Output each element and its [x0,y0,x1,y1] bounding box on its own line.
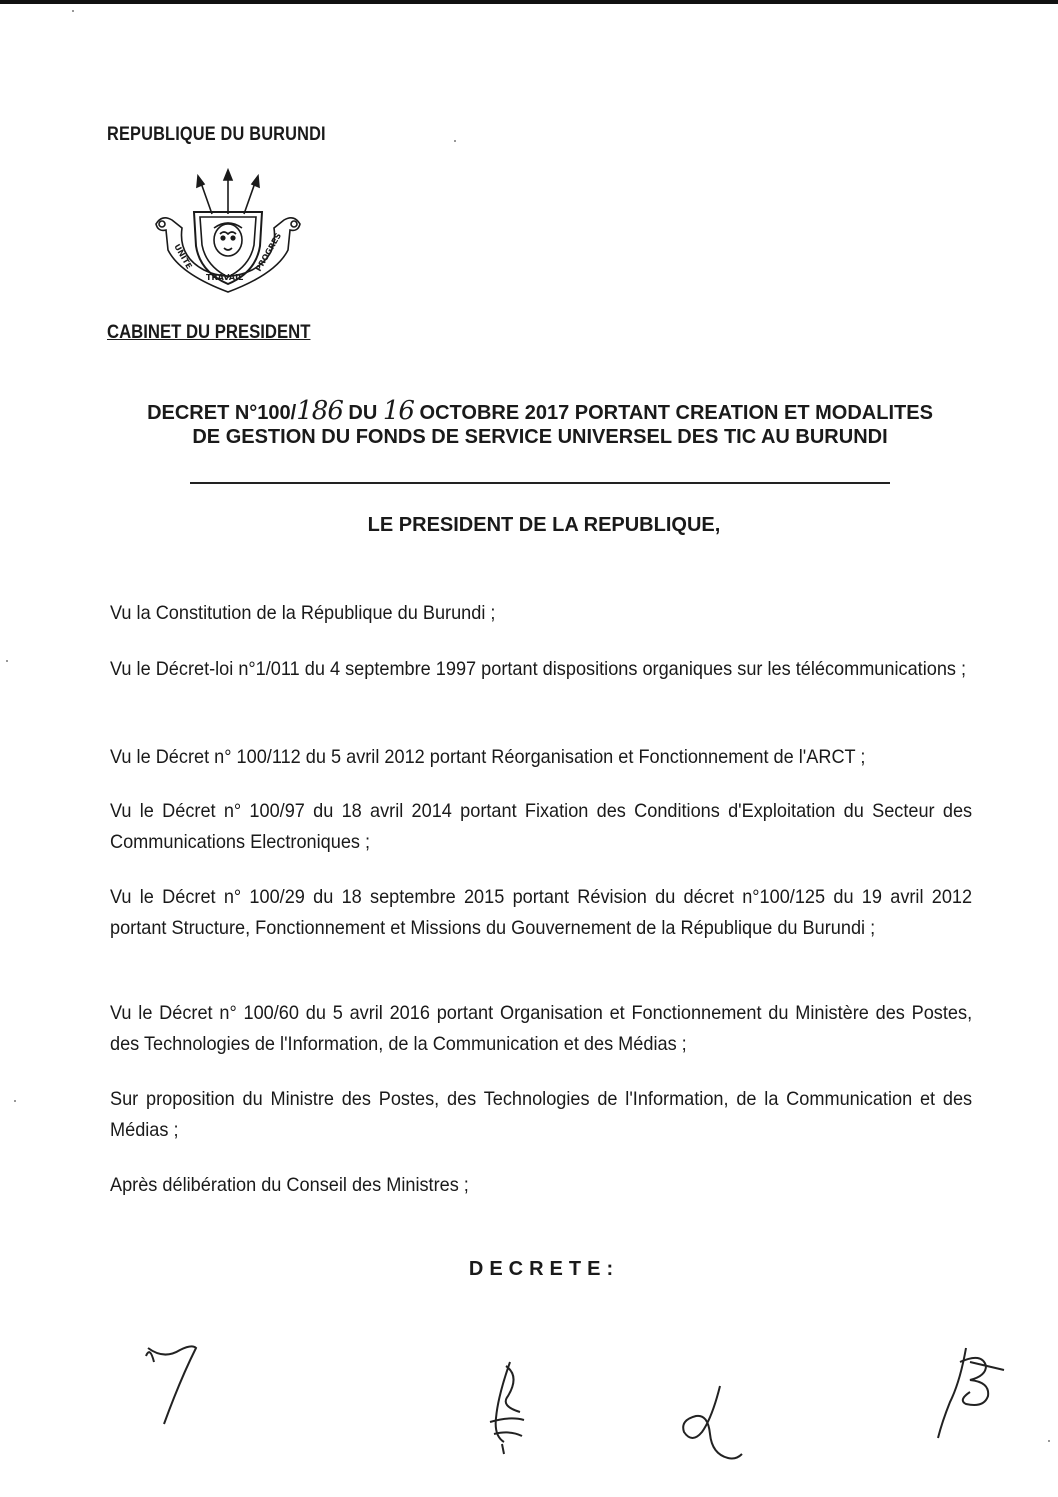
visa-decret-2016: Vu le Décret n° 100/60 du 5 avril 2016 portant Organisation et Fonctionnement du Ministère des Postes, des Technologies de l'Information, de la Communication et des Médias ; [110,1002,973,1055]
signature-initial-4 [930,1342,1010,1442]
decree-title-line2: DE GESTION DU FONDS DE SERVICE UNIVERSEL DES TIC AU BURUNDI [192,426,888,448]
title-divider [190,482,890,484]
decree-title-suffix: OCTOBRE 2017 PORTANT CREATION ET MODALITES [413,402,933,424]
visa-constitution: Vu la Constitution de la République du Burundi ; [110,602,496,624]
visa-decret-2015: Vu le Décret n° 100/29 du 18 septembre 2015 portant Révision du décret n°100/125 du 19 avril 2012 portant Structure, Fonctionnement et Missions du Gouvernement de la République du Burundi ; [110,886,973,939]
coat-of-arms-emblem [148,168,308,298]
proposal-paragraph: Sur proposition du Ministre des Postes, des Technologies de l'Information, de la Communication et des Médias ; [110,1088,973,1141]
scan-speck [72,10,74,12]
scan-speck [14,1100,16,1102]
decrete-heading: DECRETE: [468,1258,620,1280]
visa-decret-2014: Vu le Décret n° 100/97 du 18 avril 2014 portant Fixation des Conditions d'Exploitation du Secteur des Communications Electroniques ; [110,800,973,853]
decree-title-prefix: DECRET N°100/ [147,402,297,424]
signature-initial-2 [480,1356,540,1456]
scan-top-border [0,0,1058,4]
scan-speck [1048,1440,1050,1442]
decree-title-line1 [60,396,1020,426]
decree-number-handwritten: 186 [296,396,343,426]
svg-text:PROGRES: PROGRES [253,231,284,273]
president-heading: LE PRESIDENT DE LA REPUBLIQUE, [367,514,721,536]
scan-speck [6,660,8,662]
deliberation-paragraph: Après délibération du Conseil des Ministres ; [110,1174,469,1196]
decree-title-middle: DU [342,402,383,424]
signature-initial-3 [672,1378,752,1468]
visa-decret-loi-1997: Vu le Décret-loi n°1/011 du 4 septembre 1997 portant dispositions organiques sur les télécommunications ; [110,658,967,680]
visa-decret-2012-arct: Vu le Décret n° 100/112 du 5 avril 2012 portant Réorganisation et Fonctionnement de l'ARCT ; [110,746,866,768]
svg-text:TRAVAIL: TRAVAIL [206,273,244,282]
decree-day-handwritten: 16 [382,396,414,426]
cabinet-heading: CABINET DU PRESIDENT [107,322,311,343]
svg-text:UNITE: UNITE [172,242,194,271]
scan-speck [454,140,456,142]
signature-initial-1 [140,1340,210,1430]
republic-heading: REPUBLIQUE DU BURUNDI [107,124,326,145]
